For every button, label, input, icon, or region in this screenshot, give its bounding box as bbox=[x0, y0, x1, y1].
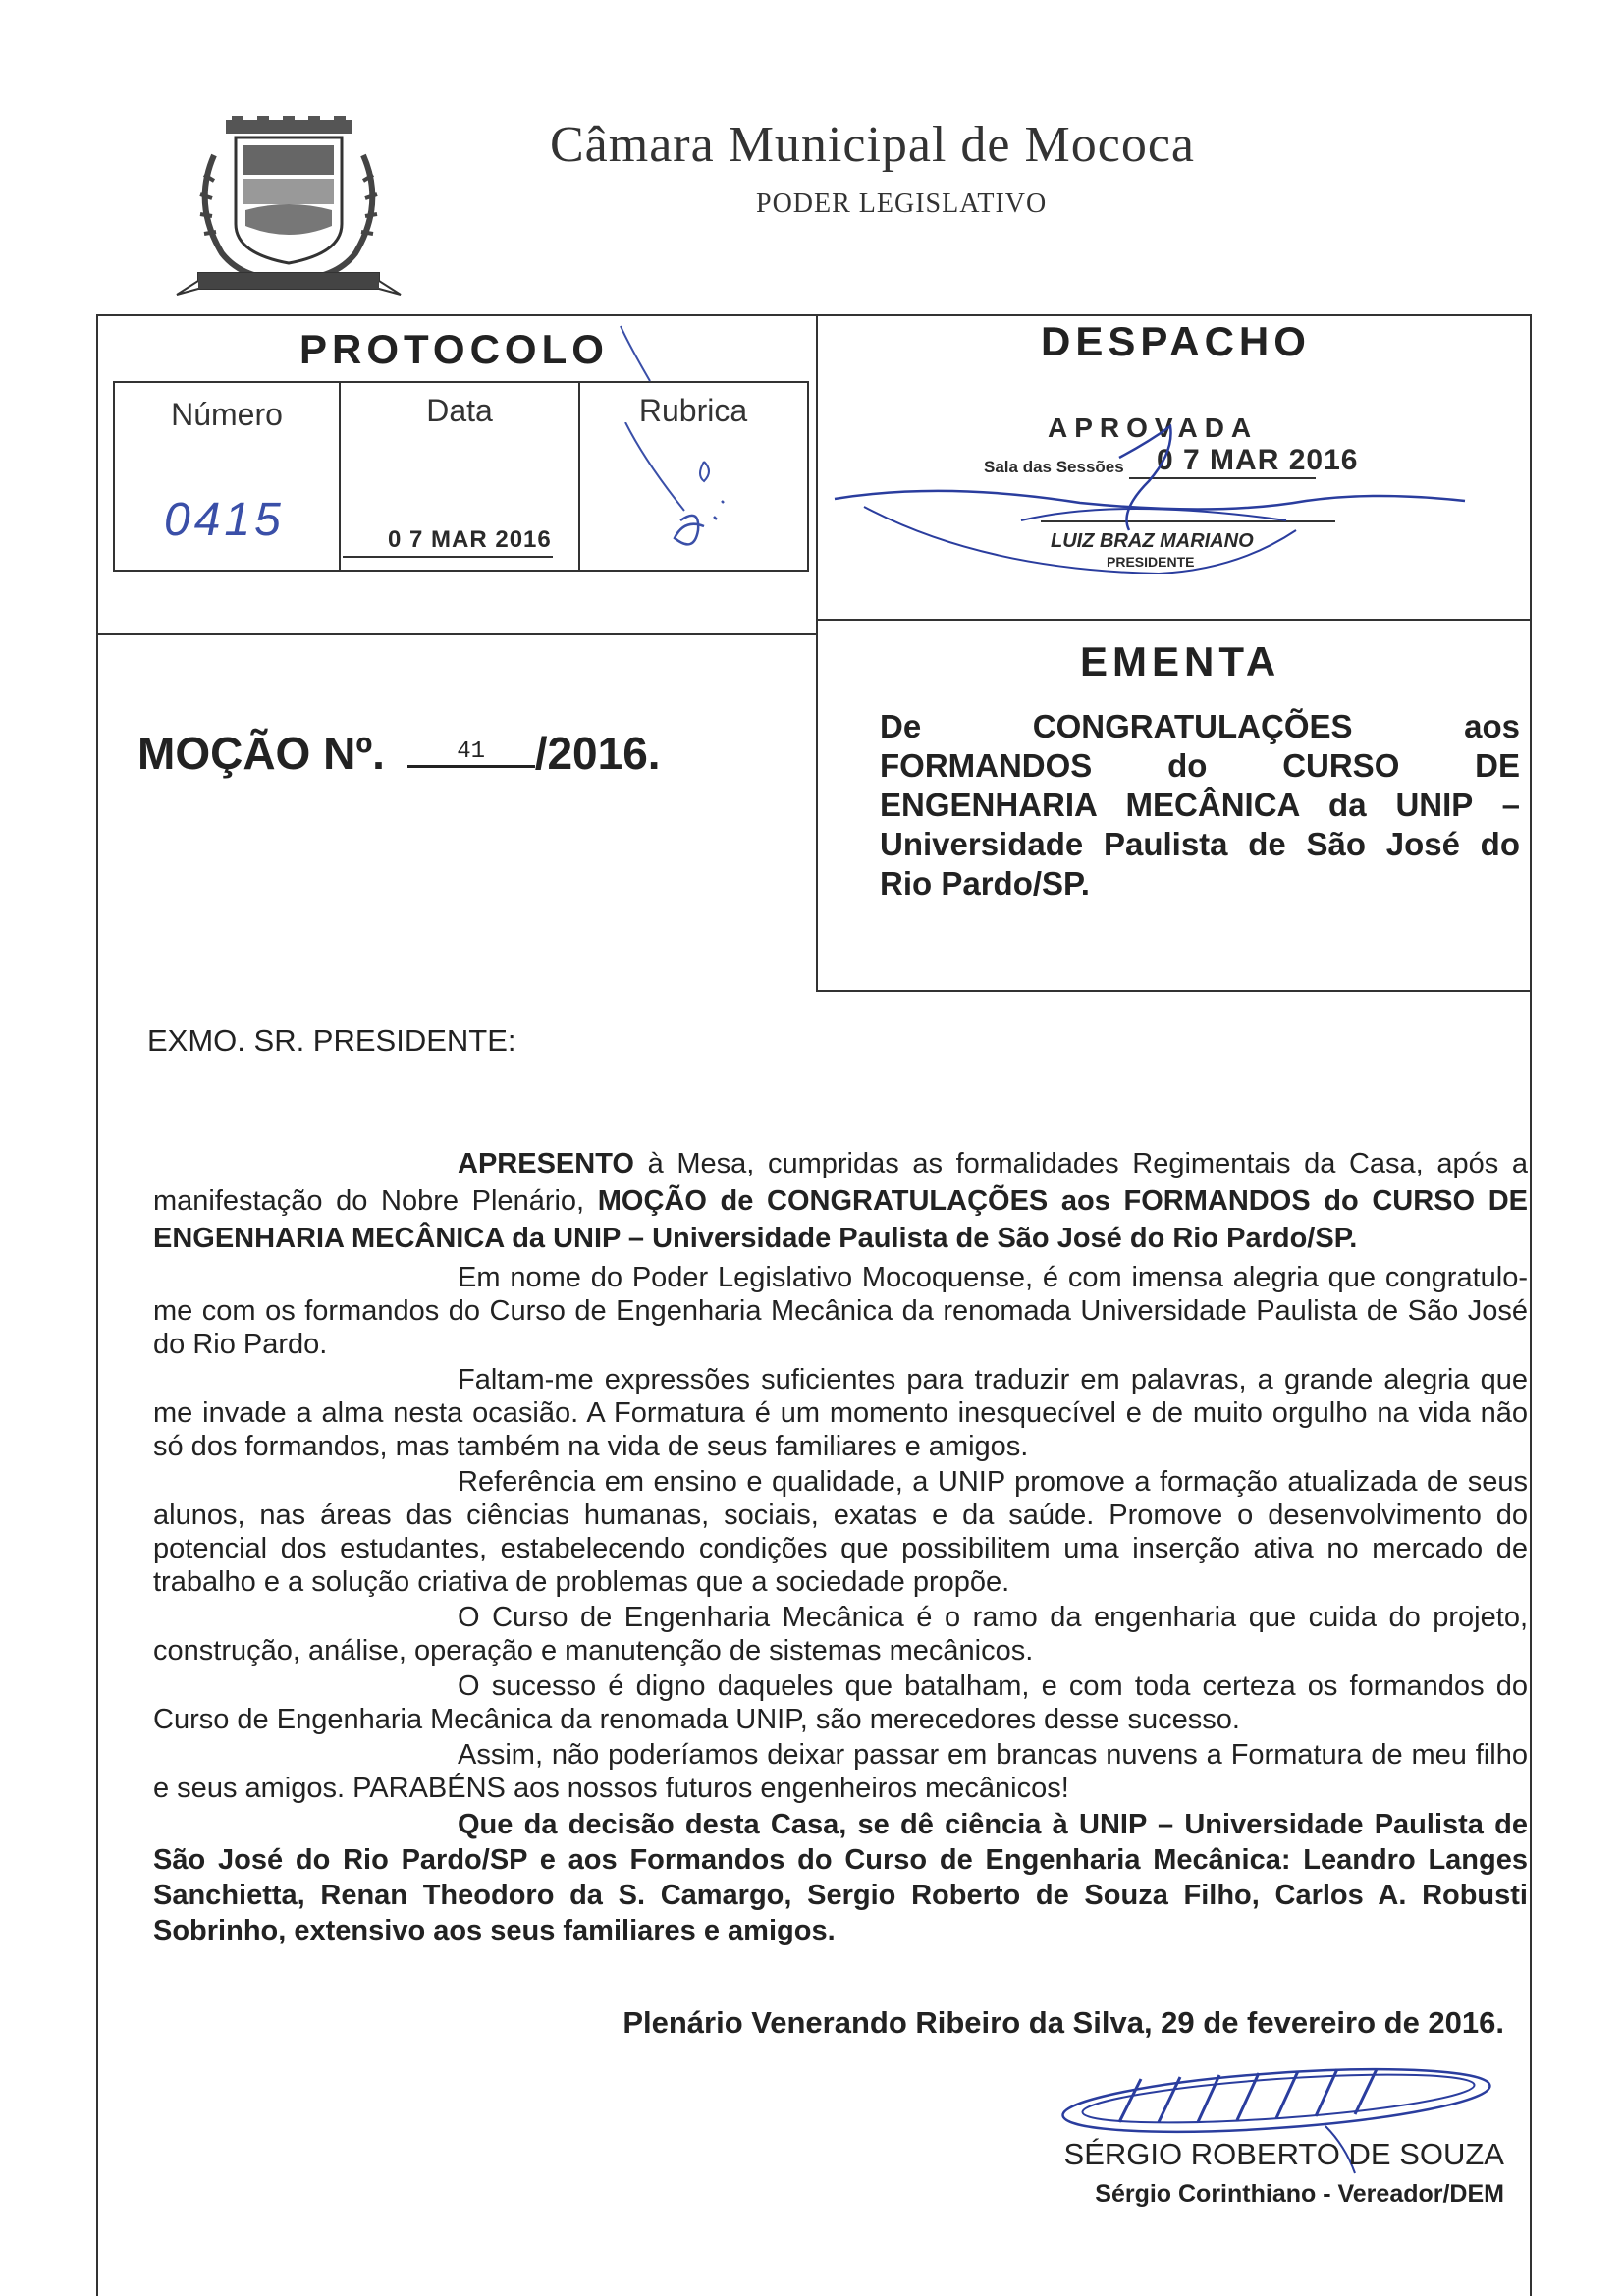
approval-stamp-status: APROVADA bbox=[1048, 412, 1259, 443]
paragraph-3: Faltam-me expressões suficientes para traduzir em palavras, a grande alegria que me invade a alma nesta ocasião. A Formatura é um momento inesquecível e de muito orgulho na vida não só dos formandos, mas também na vida de seus familiares e amigos. bbox=[153, 1364, 1528, 1462]
signer-name: SÉRGIO ROBERTO DE SOUZA bbox=[1063, 2137, 1504, 2171]
approval-stamp-session-label: Sala das Sessões bbox=[984, 458, 1124, 476]
document-body bbox=[153, 1145, 1528, 1948]
ementa-text: De CONGRATULAÇÕES aos FORMANDOS do CURSO DE ENGENHARIA MECÂNICA da UNIP – Universidade Paulista de São José do Rio Pardo/SP. bbox=[880, 708, 1520, 902]
data-value: 0 7 MAR 2016 bbox=[388, 526, 552, 553]
data-label: Data bbox=[426, 393, 493, 428]
ementa-title: EMENTA bbox=[1080, 638, 1281, 684]
chamber-subtitle: PODER LEGISLATIVO bbox=[756, 189, 1048, 219]
numero-label: Número bbox=[171, 397, 283, 432]
paragraph-1 bbox=[153, 1145, 1528, 1257]
signer-role: Sérgio Corinthiano - Vereador/DEM bbox=[1095, 2180, 1504, 2208]
mocao-prefix: MOÇÃO Nº. bbox=[137, 728, 385, 779]
mocao-number: 41 bbox=[457, 738, 486, 765]
ementa-bottom-rule bbox=[816, 990, 1532, 992]
mocao-number-field bbox=[407, 738, 535, 768]
paragraph-8: Que da decisão desta Casa, se dê ciência à UNIP – Universidade Paulista de São José do Rio Pardo/SP e aos Formandos do Curso de Engenharia Mecânica: Leandro Langes Sanchietta, Renan Theodoro da S. Camargo, Sergio Roberto de Souza Filho, Carlos A. Robusti Sobrinho, extensivo aos seus familiares e amigos. bbox=[153, 1809, 1528, 1946]
paragraph-5: O Curso de Engenharia Mecânica é o ramo da engenharia que cuida do projeto, construção, análise, operação e manutenção de sistemas mecânicos. bbox=[153, 1602, 1528, 1667]
data-underline bbox=[343, 556, 553, 558]
mocao-year: /2016. bbox=[534, 728, 661, 779]
rubrica-signature bbox=[606, 422, 783, 560]
protocolo-table bbox=[113, 381, 809, 572]
form-left-border bbox=[96, 314, 98, 2296]
approval-stamp-role: PRESIDENTE bbox=[1107, 554, 1195, 570]
president-signature bbox=[825, 422, 1473, 589]
despacho-title: DESPACHO bbox=[1041, 318, 1311, 364]
paragraph-7: Assim, não poderíamos deixar passar em brancas nuvens a Formatura de meu filho e seus amigos. PARABÉNS aos nossos futuros engenheiros mecânicos! bbox=[153, 1739, 1528, 1804]
paragraph-4: Referência em ensino e qualidade, a UNIP promove a formação atualizada de seus alunos, nas áreas das ciências humanas, sociais, exatas e da saúde. Promove o desenvolvimento do potencial dos estudantes, estabelecendo condições que possibilitem uma inserção ativa no mercado de trabalho e a solução criativa de problemas que a sociedade propõe. bbox=[153, 1466, 1528, 1598]
protocolo-pen-mark bbox=[617, 324, 656, 383]
ementa-top-rule bbox=[816, 619, 1532, 621]
paragraph-1-text: à Mesa, cumpridas as formalidades Regimentais da Casa, após a manifestação do Nobre Plenário, bbox=[153, 1148, 1528, 1217]
paragraph-1-lead: APRESENTO bbox=[458, 1148, 634, 1179]
form-top-border bbox=[96, 314, 1532, 316]
municipal-crest-logo bbox=[175, 116, 403, 299]
protocolo-title: PROTOCOLO bbox=[299, 326, 609, 372]
approval-stamp-date: 0 7 MAR 2016 bbox=[1157, 444, 1359, 476]
mocao-number-line bbox=[137, 727, 661, 780]
column-divider bbox=[816, 314, 818, 992]
protocol-bottom-rule bbox=[96, 633, 818, 635]
rubrica-label: Rubrica bbox=[638, 393, 748, 428]
approval-stamp-name: LUIZ BRAZ MARIANO bbox=[1051, 530, 1254, 552]
salutation: EXMO. SR. PRESIDENTE: bbox=[147, 1023, 516, 1058]
numero-value: 0415 bbox=[164, 494, 285, 546]
form-right-border bbox=[1530, 314, 1532, 2296]
chamber-title: Câmara Municipal de Mococa bbox=[550, 117, 1195, 173]
place-and-date: Plenário Venerando Ribeiro da Silva, 29 de fevereiro de 2016. bbox=[622, 2005, 1504, 2040]
paragraph-6: O sucesso é digno daqueles que batalham, e com toda certeza os formandos do Curso de Engenharia Mecânica da renomada UNIP, são merecedores desse sucesso. bbox=[153, 1670, 1528, 1735]
paragraph-2: Em nome do Poder Legislativo Mocoquense, é com imensa alegria que congratulo-me com os formandos do Curso de Engenharia Mecânica da renomada Universidade Paulista de São José do Rio Pardo. bbox=[153, 1262, 1528, 1360]
paragraph-1-motion: MOÇÃO de CONGRATULAÇÕES aos FORMANDOS do CURSO DE ENGENHARIA MECÂNICA da UNIP – Universidade Paulista de São José do Rio Pardo/SP. bbox=[153, 1185, 1528, 1254]
